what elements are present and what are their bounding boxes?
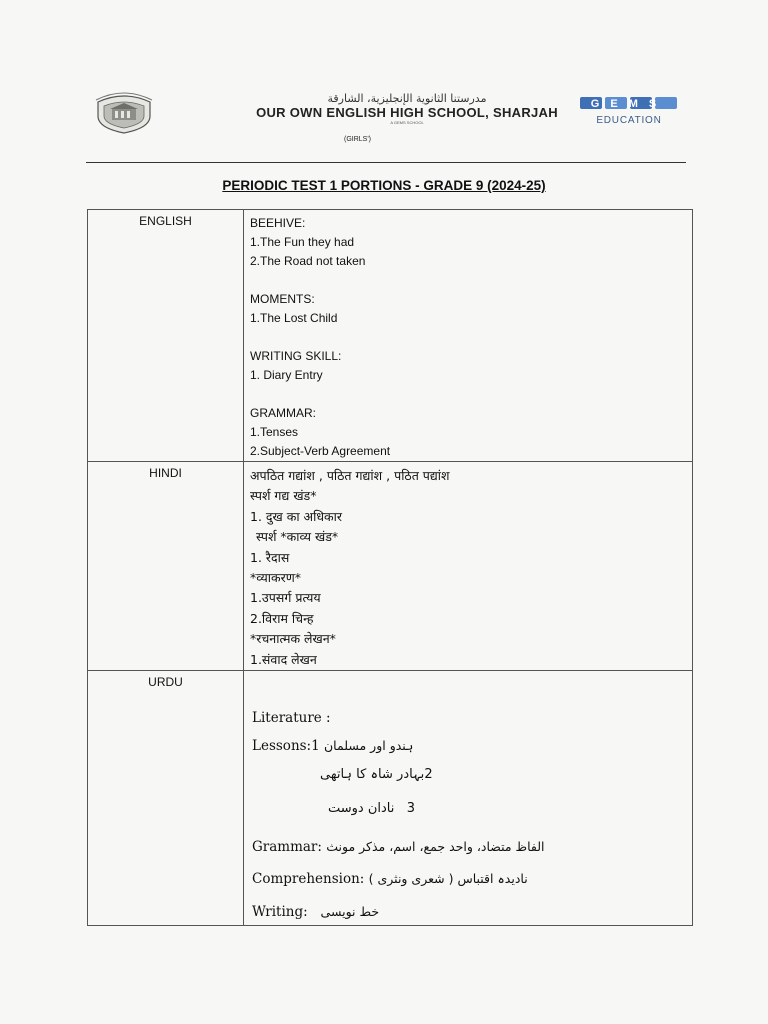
- hindi-line: स्पर्श गद्य खंड*: [250, 488, 317, 504]
- english-line: 1.The Fun they had: [250, 235, 355, 249]
- school-name: OUR OWN ENGLISH HIGH SCHOOL, SHARJAH: [256, 105, 558, 120]
- urdu-writing-label: Writing:: [252, 903, 308, 920]
- hindi-line: *व्याकरण*: [250, 569, 302, 585]
- hindi-line: 2.विराम चिन्ह: [250, 610, 314, 626]
- urdu-grammar-topics: الفاظ متضاد، واحد جمع، اسم، مذکر مونث: [326, 838, 545, 854]
- table-row-hindi: [88, 462, 693, 671]
- urdu-comprehension-topics: نادیدہ اقتباس ( شعری ونثری ): [368, 870, 528, 886]
- english-line: MOMENTS:: [250, 292, 315, 306]
- table-row-urdu: [88, 670, 693, 925]
- hindi-line: स्पर्श *काव्य खंड*: [256, 529, 339, 545]
- urdu-lesson-2: بہادر شاہ کا ہاتھی: [320, 766, 425, 782]
- english-line: 1.The Lost Child: [250, 311, 338, 325]
- gems-logo-text: GEMS: [590, 98, 668, 110]
- school-name-block: [182, 92, 632, 126]
- school-crest-icon: [94, 92, 154, 134]
- urdu-grammar-label: Grammar:: [252, 838, 322, 855]
- hindi-line: 1. दुख का अधिकार: [250, 508, 342, 524]
- urdu-portions: [244, 670, 693, 925]
- urdu-lesson-1: ہندو اور مسلمان: [324, 737, 414, 753]
- gems-logo-icon: [580, 96, 678, 110]
- gems-education-logo: [574, 96, 684, 127]
- hindi-line: 1. रैदास: [250, 549, 290, 565]
- urdu-lessons-label: Lessons:: [252, 737, 312, 754]
- urdu-comprehension-line: [252, 871, 528, 887]
- hindi-line: *रचनात्मक लेखन*: [250, 631, 336, 647]
- urdu-writing-line: [252, 904, 379, 920]
- girls-label: (GIRLS'): [344, 136, 372, 143]
- urdu-literature-label: Literature :: [252, 709, 331, 726]
- english-portions: [244, 210, 693, 462]
- hindi-line: 1.उपसर्ग प्रत्यय: [250, 590, 321, 606]
- hindi-line: अपठित गद्यांश , पठित गद्यांश , पठित पद्यांश: [250, 468, 450, 483]
- school-subtitle: A GEMS SCHOOL: [390, 120, 424, 125]
- urdu-lesson-2-line: [320, 767, 433, 782]
- school-name-arabic: مدرستنا الثانوية الإنجليزية، الشارقة: [327, 92, 487, 105]
- subject-urdu: URDU: [88, 670, 244, 925]
- english-line: GRAMMAR:: [250, 406, 316, 420]
- urdu-lesson3-number: 3: [406, 800, 416, 816]
- urdu-lesson1-number: 1: [311, 737, 320, 754]
- english-line: WRITING SKILL:: [250, 349, 342, 363]
- gems-education-text: EDUCATION: [596, 115, 662, 126]
- english-line: 2.The Road not taken: [250, 254, 366, 268]
- subject-english: ENGLISH: [88, 210, 244, 462]
- urdu-lesson-3: نادان دوست: [328, 800, 395, 816]
- urdu-writing-topics: خط نویسی: [320, 903, 380, 919]
- page-title: PERIODIC TEST 1 PORTIONS - GRADE 9 (2024-25): [222, 178, 546, 193]
- urdu-lesson2-number: 2: [424, 766, 433, 782]
- hindi-portions: [244, 462, 693, 671]
- header-divider: [86, 162, 686, 163]
- subject-hindi: HINDI: [88, 462, 244, 671]
- english-line: 1. Diary Entry: [250, 368, 323, 382]
- letterhead: [88, 88, 688, 158]
- urdu-comprehension-label: Comprehension:: [252, 870, 365, 887]
- hindi-line: 1.संवाद लेखन: [250, 651, 317, 667]
- urdu-lessons-line: [252, 738, 413, 754]
- table-row-english: [88, 210, 693, 462]
- urdu-grammar-line: [252, 839, 545, 855]
- portions-table: [87, 209, 693, 926]
- english-line: 2.Subject-Verb Agreement: [250, 444, 391, 458]
- english-line: 1.Tenses: [250, 425, 299, 439]
- english-line: BEEHIVE:: [250, 216, 306, 230]
- urdu-lesson-3-line: [328, 801, 415, 816]
